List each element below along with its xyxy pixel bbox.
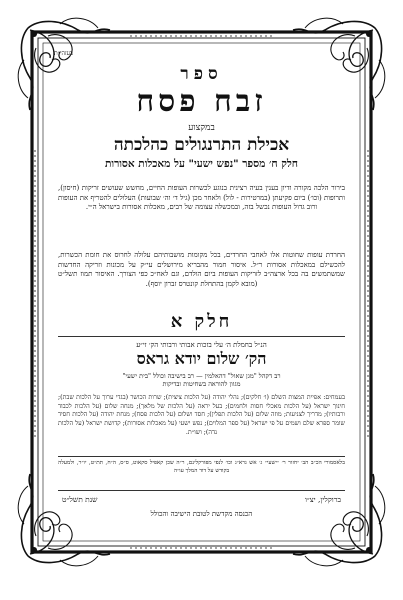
warning-paragraph: החרדת עופות שחוטות אלו לאחבי החרדים, בכל מקומות מושבותיהם עלולה לחרוס את חומת הכשרות, להכשילם במאכלות אסורות ר״ל. איסור חמור מהבריא מירושלים עי״ק על מכונות וזריקה החדשות שמשתמשים בה בכל ארצה״ב לזריקות העופות ביום הולדם, וגם לאח״כ כפי הצורך. האיסור תמוז תשל״ט (מובא לקמן בהתחלת קונטרס זברון יוסף). [58,251,345,288]
author-title-line: רב דקהל "מגן שאול" דהאלמין — רב בישיבה וכולל "בית ישעי" [122,372,281,380]
book-title: זבח פסח [136,84,267,119]
section-line: חלק ח׳ מספר "נפש ישעי" על מאכלות אסורות [104,158,299,170]
subtitle-prefix: במקצוע [188,123,215,133]
divider-top [58,336,345,337]
title-page [54,50,345,528]
intro-paragraph: בירור הלכה מקורה ודיון בענין בעיה רצינית בנוגע לכשרות העופות החיים, מחשש שעושים זריקות (חיסון), ותרופות (וכו׳) ביום פקיעתן (במרטירות - לול) ולאחר מכן (גיל ד׳ וה׳ שבועות) העלולים להטריף את העופות ורוב גדול העופות נכשל בזה, ובמכשלה עצומה של רבים, מאכלות אסורות בישראל ה״י. [58,184,345,212]
publication-place: ברוקלין, יצ״ו [304,495,341,504]
works-paragraph: בעמחים: אפיית המצות השלם (ו׳ חלקים); נהלי יהודה (על הלכות ציצית); שרות הכושר (בגדי ערוך על הלכות שבת); חינוך ישראל (על הלכות מאכלי חסות ולחמים); בעל יראה (על הלכות של מלאך); מנחה שלום (על הלכות לכבוד ורבותיו); מדריך לצניעות; מוזה שלום (על הלכות תפלין); חסד ושלום (על הלכות פסח); מנחת יהודה (על הלכות חסיד שומר ספרא שלם ושמים על פי ישראל (על ספר המלוים); נפש ישעי (על מאכלות אסורות); קדושת ישראל (על הלכות נדה); ושו״ת. [58,394,345,436]
divider-bottom [58,490,345,491]
bsd-mark: בעזהי״ת [54,50,73,57]
publisher-line: הכנסה מקדשת לטובת הישיבה והכולל [150,510,253,518]
author-preface: הנ״ל בחמלת ה׳ עלי בזכות אבותי ורבותי הק׳ זי״ע [136,341,267,349]
author-titles [58,372,345,389]
publication-year: שנת תשל״ט [62,495,98,504]
sefer-label: ספר [180,64,223,84]
divider-middle [58,456,345,457]
author-title-line: מגוון להוראה בשחיטות ובדיקות [162,380,241,389]
book-subtitle: אכילת התרנגולים כהלכתה [113,135,290,155]
author-name: הק׳ שלום יודא גראס [136,349,267,368]
part-heading: חלק א [170,311,233,332]
address-paragraph: בלאסמורי הכ״ב הב׳ יחזור ר׳ ״ישעי״ ג׳ אש גרא״ג וכו׳ לנפי מפורקלינם, ר״ה שכן קאפיל סקאוט, ס״ס, ה״ח, תת״ט, יו״ר, ולמעלה בקודש על דוד המלך עו״ה [58,460,345,474]
